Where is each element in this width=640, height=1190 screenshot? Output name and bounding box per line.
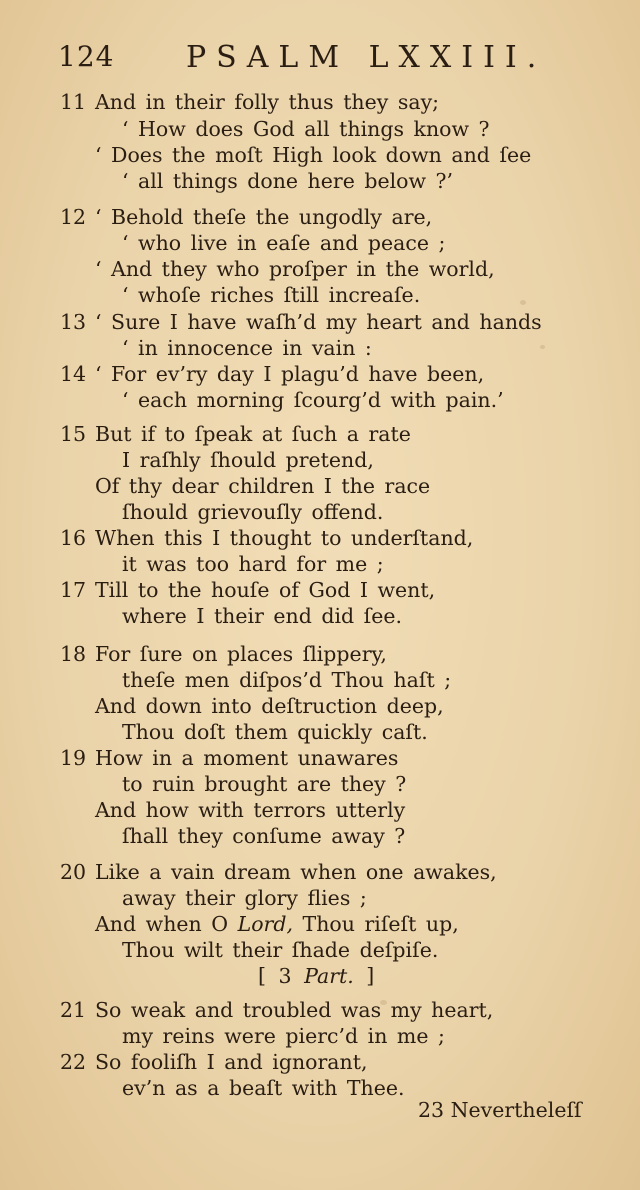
verse-line: Thou doſt them quickly caſt.: [122, 720, 428, 744]
verse-line: ‘ How does God all things know ?: [122, 117, 490, 141]
verse-line: How in a moment unawares: [95, 746, 399, 770]
part-heading: [258, 964, 374, 988]
verse-number: 15: [60, 422, 87, 446]
verse-line: Thou wilt their ſhade deſpiſe.: [122, 938, 439, 962]
verse-line: where I their end did ſee.: [122, 604, 403, 628]
catchword: 23 Nevertheleſſ: [418, 1098, 582, 1122]
verse-number: 17: [60, 578, 87, 602]
verse-number: 12: [60, 205, 87, 229]
verse-line: ‘ each morning ſcourg’d with pain.’: [122, 388, 504, 412]
verse-line: For ſure on places ſlippery,: [95, 642, 387, 666]
verse-number: 18: [60, 642, 87, 666]
verse-line: ‘ Behold theſe the ungodly are,: [95, 205, 433, 229]
verse-text: Thou riſeſt up,: [302, 912, 459, 936]
verse-line: [95, 912, 459, 936]
verse-number: 19: [60, 746, 87, 770]
foxing-spot: [540, 345, 545, 349]
bracket-close: ]: [366, 964, 375, 988]
verse-line: But if to ſpeak at ſuch a rate: [95, 422, 411, 446]
verse-line: ‘ who live in eaſe and peace ;: [122, 231, 446, 255]
part-word: Part.: [304, 964, 354, 988]
verse-line: So weak and troubled was my heart,: [95, 998, 494, 1022]
verse-number: 11: [60, 90, 87, 114]
foxing-spot: [520, 300, 526, 305]
verse-number: 16: [60, 526, 87, 550]
verse-line: ‘ in innocence in vain :: [122, 336, 372, 360]
verse-line: I raſhly ſhould pretend,: [122, 448, 374, 472]
part-number: 3: [278, 964, 292, 988]
verse-number: 14: [60, 362, 87, 386]
verse-line: Till to the houſe of God I went,: [95, 578, 436, 602]
verse-line: ſhould grievouſly offend.: [122, 500, 384, 524]
bracket-open: [: [258, 964, 266, 988]
verse-line: away their glory flies ;: [122, 886, 367, 910]
verse-line: Of thy dear children I the race: [95, 474, 431, 498]
verse-line: And down into deſtruction deep,: [95, 694, 444, 718]
verse-text: And when O: [95, 912, 229, 936]
verse-number: 20: [60, 860, 87, 884]
verse-line: And how with terrors utterly: [95, 798, 406, 822]
verse-line: my reins were pierc’d in me ;: [122, 1024, 445, 1048]
verse-line: ev’n as a beaſt with Thee.: [122, 1076, 405, 1100]
running-title: PSALM LXXIII.: [186, 40, 547, 75]
verse-number: 13: [60, 310, 87, 334]
verse-number: 22: [60, 1050, 87, 1074]
verse-line: And in their folly thus they say;: [95, 90, 440, 114]
verse-line: So fooliſh I and ignorant,: [95, 1050, 368, 1074]
page-number: 124: [58, 40, 115, 73]
verse-line: Like a vain dream when one awakes,: [95, 860, 497, 884]
verse-line: ‘ Sure I have waſh’d my heart and hands: [95, 310, 542, 334]
verse-line: When this I thought to underſtand,: [95, 526, 474, 550]
verse-number: 21: [60, 998, 87, 1022]
page-header: [58, 40, 618, 86]
lord-italic: Lord,: [237, 912, 293, 936]
verse-line: ‘ For ev’ry day I plagu’d have been,: [95, 362, 485, 386]
verse-line: ‘ all things done here below ?’: [122, 169, 454, 193]
verse-line: ‘ whoſe riches ſtill increaſe.: [122, 283, 421, 307]
verse-line: to ruin brought are they ?: [122, 772, 407, 796]
verse-line: theſe men diſpos’d Thou haſt ;: [122, 668, 452, 692]
verse-line: ‘ And they who proſper in the world,: [95, 257, 495, 281]
verse-line: ſhall they conſume away ?: [122, 824, 406, 848]
verse-line: ‘ Does the moſt High look down and ſee: [95, 143, 532, 167]
verse-line: it was too hard for me ;: [122, 552, 384, 576]
